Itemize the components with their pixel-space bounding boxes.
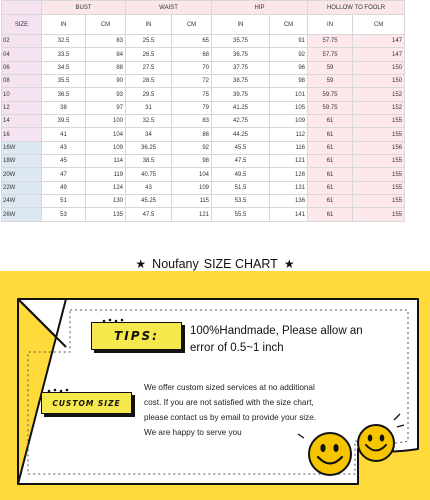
bust-cm-cell: 97 (86, 101, 126, 114)
waist-cm-cell: 92 (172, 141, 212, 154)
bust-cm-cell: 124 (86, 181, 126, 194)
size-column-header: SIZE (2, 15, 42, 35)
hollow-cm-cell: 155 (353, 128, 405, 141)
bust-in-cell: 34.5 (42, 61, 86, 74)
bust-cm-cell: 119 (86, 168, 126, 181)
bust-in-cell: 38 (42, 101, 86, 114)
waist-in-cell: 40.75 (126, 168, 172, 181)
hip-cm-cell: 105 (270, 101, 308, 114)
hollow-cm-cell: 155 (353, 208, 405, 221)
size-cell: 22W (2, 181, 42, 194)
hip-cm-cell: 98 (270, 75, 308, 88)
bust-in-cell: 47 (42, 168, 86, 181)
waist-cm-cell: 79 (172, 101, 212, 114)
hollow-in-cell: 61 (308, 115, 353, 128)
waist-in-cell: 32.5 (126, 115, 172, 128)
waist-cm-cell: 98 (172, 155, 212, 168)
waist-cm-cell: 109 (172, 181, 212, 194)
waist-in-cell: 26.5 (126, 48, 172, 61)
custom-size-badge: CUSTOM SIZE (41, 392, 132, 414)
bust-cm-cell: 90 (86, 75, 126, 88)
waist-cm-cell: 83 (172, 115, 212, 128)
waist-cm-cell: 86 (172, 128, 212, 141)
size-cell: 02 (2, 35, 42, 48)
hollow-cm-cell: 155 (353, 195, 405, 208)
waist-cm-cell: 121 (172, 208, 212, 221)
hip-in-cell: 49.5 (212, 168, 270, 181)
unit-in: IN (42, 15, 86, 35)
hollow-in-cell: 61 (308, 195, 353, 208)
bust-cm-cell: 135 (86, 208, 126, 221)
bust-in-cell: 41 (42, 128, 86, 141)
custom-size-line: We are happy to serve you (144, 428, 242, 437)
waist-cm-cell: 65 (172, 35, 212, 48)
unit-cm: CM (270, 15, 308, 35)
hollow-in-cell: 59.75 (308, 88, 353, 101)
bust-cm-cell: 130 (86, 195, 126, 208)
bust-cm-cell: 84 (86, 48, 126, 61)
hollow-cm-cell: 155 (353, 181, 405, 194)
bust-in-cell: 33.5 (42, 48, 86, 61)
hip-in-cell: 44.25 (212, 128, 270, 141)
star-icon: ★ (135, 257, 147, 271)
size-cell: 16 (2, 128, 42, 141)
waist-in-cell: 38.5 (126, 155, 172, 168)
hip-in-cell: 45.5 (212, 141, 270, 154)
unit-cm: CM (353, 15, 405, 35)
unit-cm: CM (86, 15, 126, 35)
unit-in: IN (212, 15, 270, 35)
custom-size-line: We offer custom sized services at no additional (144, 383, 315, 392)
waist-cm-cell: 68 (172, 48, 212, 61)
hip-cm-cell: 112 (270, 128, 308, 141)
smiley-faces (296, 398, 406, 478)
group-hollow-to-floor: HOLLOW TO FOOLR (308, 1, 405, 15)
hollow-in-cell: 61 (308, 168, 353, 181)
hollow-in-cell: 61 (308, 141, 353, 154)
bust-cm-cell: 100 (86, 115, 126, 128)
waist-in-cell: 45.25 (126, 195, 172, 208)
hip-cm-cell: 96 (270, 61, 308, 74)
hip-in-cell: 53.5 (212, 195, 270, 208)
bust-in-cell: 51 (42, 195, 86, 208)
hollow-in-cell: 59 (308, 75, 353, 88)
bust-cm-cell: 114 (86, 155, 126, 168)
smiley-face-icon (358, 425, 394, 461)
hollow-cm-cell: 155 (353, 155, 405, 168)
waist-cm-cell: 75 (172, 88, 212, 101)
waist-in-cell: 43 (126, 181, 172, 194)
group-hip: HIP (212, 1, 308, 15)
waist-in-cell: 36.25 (126, 141, 172, 154)
hip-cm-cell: 92 (270, 48, 308, 61)
bust-cm-cell: 109 (86, 141, 126, 154)
unit-in: IN (308, 15, 353, 35)
waist-cm-cell: 115 (172, 195, 212, 208)
bust-in-cell: 36.5 (42, 88, 86, 101)
size-cell: 10 (2, 88, 42, 101)
hip-cm-cell: 121 (270, 155, 308, 168)
hip-cm-cell: 116 (270, 141, 308, 154)
unit-cm: CM (172, 15, 212, 35)
size-cell: 18W (2, 155, 42, 168)
size-cell: 14 (2, 115, 42, 128)
custom-size-line: cost. If you are not satisfied with the size chart, (144, 398, 314, 407)
hip-cm-cell: 141 (270, 208, 308, 221)
hip-cm-cell: 101 (270, 88, 308, 101)
bust-in-cell: 49 (42, 181, 86, 194)
size-cell: 26W (2, 208, 42, 221)
waist-cm-cell: 70 (172, 61, 212, 74)
bust-cm-cell: 83 (86, 35, 126, 48)
hollow-cm-cell: 147 (353, 35, 405, 48)
hip-in-cell: 47.5 (212, 155, 270, 168)
bust-in-cell: 39.5 (42, 115, 86, 128)
size-cell: 12 (2, 101, 42, 114)
hollow-cm-cell: 150 (353, 61, 405, 74)
tips-text: 100%Handmade, Please allow an error of 0.5~1 inch (190, 325, 363, 354)
bust-in-cell: 43 (42, 141, 86, 154)
hip-in-cell: 41.25 (212, 101, 270, 114)
hip-cm-cell: 109 (270, 115, 308, 128)
star-icon: ★ (283, 257, 295, 271)
size-cell: 20W (2, 168, 42, 181)
hollow-in-cell: 61 (308, 208, 353, 221)
bust-in-cell: 35.5 (42, 75, 86, 88)
unit-in: IN (126, 15, 172, 35)
hollow-cm-cell: 152 (353, 101, 405, 114)
size-cell: 08 (2, 75, 42, 88)
size-cell: 16W (2, 141, 42, 154)
hip-cm-cell: 131 (270, 181, 308, 194)
hollow-in-cell: 59.75 (308, 101, 353, 114)
hollow-in-cell: 57.75 (308, 35, 353, 48)
hip-cm-cell: 91 (270, 35, 308, 48)
bust-cm-cell: 93 (86, 88, 126, 101)
hollow-cm-cell: 150 (353, 75, 405, 88)
hip-in-cell: 36.75 (212, 48, 270, 61)
hollow-cm-cell: 155 (353, 168, 405, 181)
hollow-in-cell: 61 (308, 181, 353, 194)
hollow-cm-cell: 147 (353, 48, 405, 61)
smiley-face-icon (309, 433, 351, 475)
waist-in-cell: 25.5 (126, 35, 172, 48)
hip-in-cell: 42.75 (212, 115, 270, 128)
hollow-in-cell: 61 (308, 155, 353, 168)
waist-in-cell: 28.5 (126, 75, 172, 88)
custom-size-line: please contact us by email to provide your size. (144, 413, 317, 422)
size-cell: 04 (2, 48, 42, 61)
waist-in-cell: 47.5 (126, 208, 172, 221)
hip-cm-cell: 126 (270, 168, 308, 181)
tips-badge: TIPS: (91, 322, 182, 350)
bust-cm-cell: 88 (86, 61, 126, 74)
size-cell: 06 (2, 61, 42, 74)
hollow-cm-cell: 155 (353, 115, 405, 128)
hollow-cm-cell: 152 (353, 88, 405, 101)
hip-in-cell: 38.75 (212, 75, 270, 88)
hip-cm-cell: 136 (270, 195, 308, 208)
bust-in-cell: 53 (42, 208, 86, 221)
waist-in-cell: 29.5 (126, 88, 172, 101)
waist-cm-cell: 72 (172, 75, 212, 88)
hollow-in-cell: 57.75 (308, 48, 353, 61)
hip-in-cell: 51.5 (212, 181, 270, 194)
waist-in-cell: 27.5 (126, 61, 172, 74)
bust-in-cell: 32.5 (42, 35, 86, 48)
hip-in-cell: 55.5 (212, 208, 270, 221)
waist-in-cell: 34 (126, 128, 172, 141)
waist-cm-cell: 104 (172, 168, 212, 181)
hip-in-cell: 39.75 (212, 88, 270, 101)
hollow-in-cell: 59 (308, 61, 353, 74)
hollow-in-cell: 61 (308, 128, 353, 141)
waist-in-cell: 31 (126, 101, 172, 114)
hip-in-cell: 35.75 (212, 35, 270, 48)
brand-name: Noufany (152, 257, 199, 271)
bust-in-cell: 45 (42, 155, 86, 168)
bust-cm-cell: 104 (86, 128, 126, 141)
hollow-cm-cell: 156 (353, 141, 405, 154)
group-waist: WAIST (126, 1, 212, 15)
title-label: SIZE CHART (203, 257, 278, 271)
size-cell: 24W (2, 195, 42, 208)
hip-in-cell: 37.75 (212, 61, 270, 74)
group-bust: BUST (42, 1, 126, 15)
